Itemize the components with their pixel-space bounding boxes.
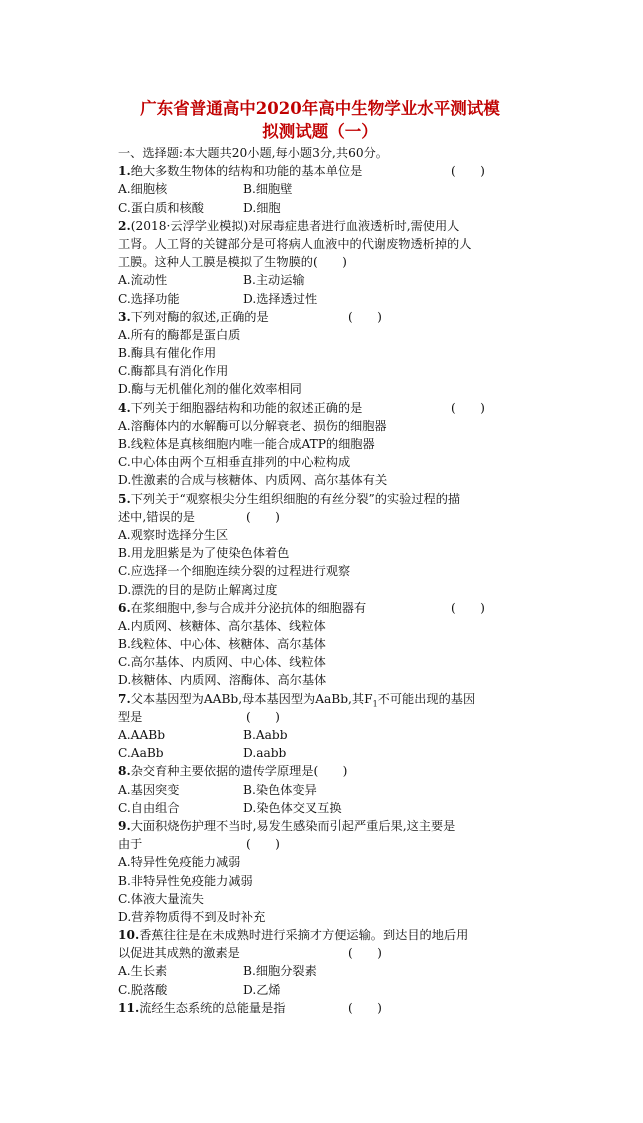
question-stem-last-line xyxy=(118,835,528,853)
question-stem-line: (2018·云浮学业模拟)对尿毒症患者进行血液透析时,需使用人 xyxy=(130,218,460,233)
question-number: 7. xyxy=(118,691,131,706)
option-row xyxy=(118,799,528,817)
answer-paren: ( ) xyxy=(313,764,348,779)
option-a: A.AABb xyxy=(118,728,166,742)
option-b: B.染色体变异 xyxy=(243,782,317,797)
question-number: 8. xyxy=(118,764,131,779)
section-heading: 一、选择题:本大题共20小题,每小题3分,共60分。 xyxy=(118,146,388,160)
option-d: D.选择透过性 xyxy=(243,291,318,306)
question-stem: 杂交育种主要依据的遗传学原理是 xyxy=(130,764,314,779)
question-stem: 下列对酶的叙述,正确的是 xyxy=(130,309,269,324)
option-row xyxy=(118,962,528,980)
question-number: 1. xyxy=(118,164,131,179)
answer-paren: ( ) xyxy=(348,946,382,961)
option-c: C.酶都具有消化作用 xyxy=(118,364,229,379)
question-number: 9. xyxy=(118,818,131,833)
option-b: B.Aabb xyxy=(243,728,288,742)
question-11 xyxy=(118,999,528,1017)
option-c: C.脱落酸 xyxy=(118,982,168,997)
question-number: 6. xyxy=(118,600,131,615)
question-stem-line: 父本基因型为AABb,母本基因型为AaBb,其F xyxy=(130,691,373,706)
answer-paren: ( ) xyxy=(451,600,485,615)
question-10 xyxy=(118,926,528,944)
question-stem-line: 下列关于“观察根尖分生组织细胞的有丝分裂”的实验过程的描 xyxy=(130,491,461,506)
option-row xyxy=(118,271,528,289)
option-a: A.基因突变 xyxy=(118,782,180,797)
option-row xyxy=(118,726,528,744)
question-stem: 绝大多数生物体的结构和功能的基本单位是 xyxy=(130,164,363,179)
option-c: C.体液大量流失 xyxy=(118,891,204,906)
subscript: 1 xyxy=(372,699,378,709)
option-c: C.选择功能 xyxy=(118,291,180,306)
answer-paren: ( ) xyxy=(348,309,382,324)
question-stem-last-line xyxy=(118,708,528,726)
option-row xyxy=(118,199,528,217)
document-title-line2: 拟测试题（一） xyxy=(262,122,378,141)
option-d: D.乙烯 xyxy=(243,982,281,997)
question-7 xyxy=(118,690,528,708)
option-b: B.用龙胆紫是为了使染色体着色 xyxy=(118,546,290,561)
question-stem-last-line xyxy=(118,253,528,271)
question-stem: 流经生态系统的总能量是指 xyxy=(139,1000,286,1015)
option-b: B.线粒体是真核细胞内唯一能合成ATP的细胞器 xyxy=(118,437,375,451)
option-c: C.应选择一个细胞连续分裂的过程进行观察 xyxy=(118,564,351,579)
question-stem-line: 工肾。人工肾的关键部分是可将病人血液中的代谢废物透析掉的人 xyxy=(118,236,472,251)
exam-content xyxy=(118,144,528,1017)
question-stem-line: 型是 xyxy=(118,709,143,724)
question-stem-line: 以促进其成熟的激素是 xyxy=(118,946,240,961)
question-2 xyxy=(118,217,528,235)
answer-paren: ( ) xyxy=(451,164,485,179)
answer-paren: ( ) xyxy=(348,1000,382,1015)
option-a: A.溶酶体内的水解酶可以分解衰老、损伤的细胞器 xyxy=(118,418,387,433)
option-b: B.线粒体、中心体、核糖体、高尔基体 xyxy=(118,637,326,652)
answer-paren: ( ) xyxy=(246,509,280,524)
question-number: 5. xyxy=(118,491,131,506)
option-d: D.核糖体、内质网、溶酶体、高尔基体 xyxy=(118,673,327,688)
option-a: A.内质网、核糖体、高尔基体、线粒体 xyxy=(118,618,326,633)
question-stem-last-line xyxy=(118,944,528,962)
question-4 xyxy=(118,399,528,417)
question-stem-last-line xyxy=(118,508,528,526)
option-d: D.漂洗的目的是防止解离过度 xyxy=(118,582,278,597)
option-c: C.中心体由两个互相垂直排列的中心粒构成 xyxy=(118,455,351,470)
option-row xyxy=(118,744,528,762)
document-title-line1: 广东省普通高中2020年高中生物学业水平测试模 xyxy=(140,99,500,118)
option-d: D.aabb xyxy=(243,746,287,761)
question-stem: 在浆细胞中,参与合成并分泌抗体的细胞器有 xyxy=(130,600,367,615)
option-c: C.高尔基体、内质网、中心体、线粒体 xyxy=(118,655,326,670)
answer-paren: ( ) xyxy=(313,255,347,270)
option-d: D.营养物质得不到及时补充 xyxy=(118,909,266,924)
option-d: D.性激素的合成与核糖体、内质网、高尔基体有关 xyxy=(118,473,388,488)
option-c: C.AaBb xyxy=(118,746,164,761)
question-3 xyxy=(118,308,528,326)
answer-paren: ( ) xyxy=(246,709,280,724)
question-stem-line-tail: 不可能出现的基因 xyxy=(377,691,476,706)
option-d: D.染色体交叉互换 xyxy=(243,800,342,815)
question-6 xyxy=(118,599,528,617)
question-number: 10. xyxy=(118,928,140,943)
option-a: A.流动性 xyxy=(118,273,168,288)
answer-paren: ( ) xyxy=(451,400,485,415)
question-5 xyxy=(118,490,528,508)
option-b: B.细胞分裂素 xyxy=(243,964,317,979)
option-d: D.酶与无机催化剂的催化效率相同 xyxy=(118,382,302,397)
question-number: 3. xyxy=(118,309,131,324)
question-stem-line: 由于 xyxy=(118,837,143,852)
option-row xyxy=(118,180,528,198)
option-c: C.蛋白质和核酸 xyxy=(118,200,204,215)
question-stem-line: 大面积烧伤护理不当时,易发生感染而引起严重后果,这主要是 xyxy=(130,818,456,833)
option-row xyxy=(118,290,528,308)
answer-paren: ( ) xyxy=(246,837,280,852)
option-row xyxy=(118,781,528,799)
option-d: D.细胞 xyxy=(243,200,281,215)
question-number: 11. xyxy=(118,1000,140,1015)
question-number: 2. xyxy=(118,218,131,233)
question-number: 4. xyxy=(118,400,131,415)
option-a: A.特异性免疫能力减弱 xyxy=(118,855,241,870)
option-c: C.自由组合 xyxy=(118,800,180,815)
option-b: B.细胞壁 xyxy=(243,182,293,197)
question-1 xyxy=(118,162,528,180)
option-row xyxy=(118,981,528,999)
question-stem-line: 工膜。这种人工膜是模拟了生物膜的 xyxy=(118,255,313,270)
question-stem: 下列关于细胞器结构和功能的叙述正确的是 xyxy=(130,400,363,415)
question-stem-line: 香蕉往往是在未成熟时进行采摘才方便运输。到达目的地后用 xyxy=(139,928,469,943)
option-b: B.酶具有催化作用 xyxy=(118,346,217,361)
option-a: A.细胞核 xyxy=(118,182,168,197)
question-8 xyxy=(118,762,528,780)
option-b: B.非特异性免疫能力减弱 xyxy=(118,873,253,888)
option-a: A.所有的酶都是蛋白质 xyxy=(118,327,241,342)
option-a: A.生长素 xyxy=(118,964,168,979)
option-a: A.观察时选择分生区 xyxy=(118,527,229,542)
question-9 xyxy=(118,817,528,835)
option-b: B.主动运输 xyxy=(243,273,305,288)
question-stem-line: 述中,错误的是 xyxy=(118,509,195,524)
